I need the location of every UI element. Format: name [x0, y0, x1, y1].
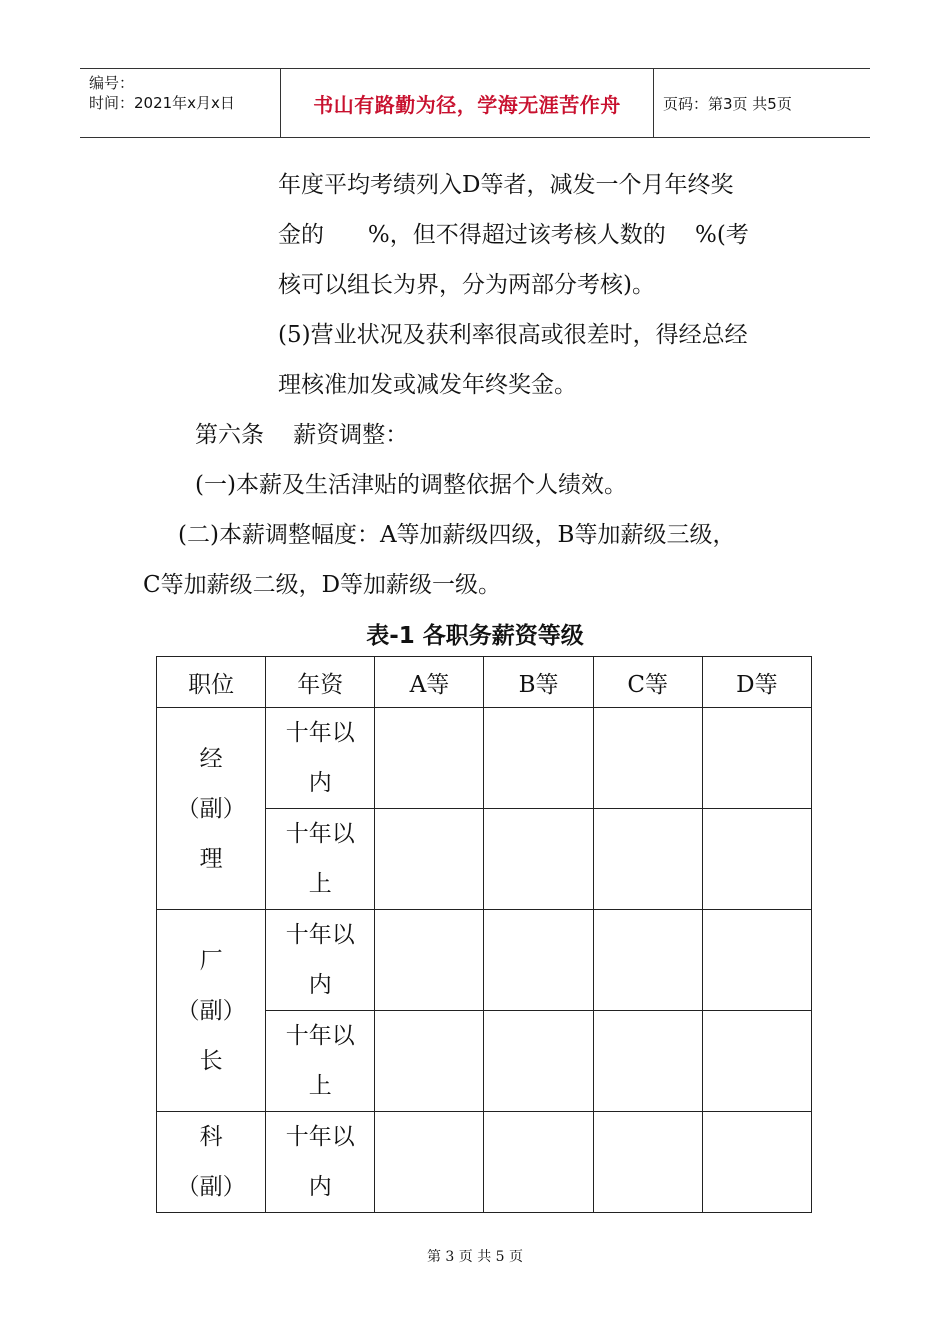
grade-cell	[593, 809, 702, 910]
table-header-row	[157, 657, 812, 708]
position-line: 厂	[199, 947, 223, 974]
position-line: 经	[199, 745, 223, 772]
header-page-label: 页码：第3页 共5页	[663, 94, 792, 113]
grade-cell	[702, 1112, 811, 1213]
header-cell: B等	[484, 657, 593, 708]
paragraph-line: 理核准加发或减发年终奖金。	[278, 372, 577, 398]
position-line: 长	[199, 1047, 223, 1074]
header-meta	[80, 69, 281, 137]
position-line: （副）	[176, 1174, 246, 1200]
header-cell: C等	[593, 657, 702, 708]
header-cell: A等	[375, 657, 484, 708]
grade-cell	[484, 1112, 593, 1213]
seniority-cell	[266, 809, 375, 910]
position-line: 科	[199, 1124, 223, 1150]
doc-number-label: 编号：	[89, 74, 135, 92]
seniority-cell	[266, 1112, 375, 1213]
header-cell: 年资	[266, 657, 375, 708]
grade-cell	[375, 910, 484, 1011]
table-row	[157, 910, 812, 1011]
paragraph-line: (一)本薪及生活津贴的调整依据个人绩效。	[195, 472, 627, 498]
grade-cell	[593, 910, 702, 1011]
table-title: 表-1 各职务薪资等级	[366, 623, 584, 649]
seniority-cell	[266, 708, 375, 809]
seniority-line: 十年以	[285, 1023, 355, 1049]
paragraph-line: (5)营业状况及获利率很高或很差时，得经总经	[278, 322, 748, 348]
grade-cell	[375, 1011, 484, 1112]
seniority-cell	[266, 910, 375, 1011]
grade-cell	[702, 1011, 811, 1112]
position-cell	[157, 1112, 266, 1213]
position-line: 理	[199, 845, 223, 872]
grade-cell	[702, 809, 811, 910]
paragraph-line: (二)本薪调整幅度：A等加薪级四级，B等加薪级三级，	[178, 522, 736, 548]
paragraph-line: C等加薪级二级，D等加薪级一级。	[143, 572, 502, 598]
header-motto-cell	[281, 69, 654, 137]
grade-cell	[375, 809, 484, 910]
seniority-line: 上	[308, 1073, 332, 1099]
seniority-cell	[266, 1011, 375, 1112]
position-line: （副）	[176, 795, 246, 822]
article-heading: 第六条 薪资调整：	[195, 422, 409, 448]
grade-cell	[375, 708, 484, 809]
position-line: （副）	[176, 997, 246, 1024]
seniority-line: 十年以	[285, 821, 355, 847]
header-motto: 书山有路勤为径，学海无涯苦作舟	[313, 92, 621, 117]
grade-cell	[484, 1011, 593, 1112]
paragraph-line: 金的 %，但不得超过该考核人数的 %(考	[278, 222, 749, 248]
position-cell	[157, 910, 266, 1112]
doc-time-label: 时间：2021年x月x日	[89, 94, 235, 112]
grade-cell	[375, 1112, 484, 1213]
grade-cell	[702, 910, 811, 1011]
paragraph-line: 年度平均考绩列入D等者，减发一个月年终奖	[278, 172, 734, 198]
grade-cell	[593, 1112, 702, 1213]
page-header	[80, 68, 870, 138]
position-cell	[157, 708, 266, 910]
page-footer: 第 3 页 共 5 页	[426, 1249, 524, 1265]
seniority-line: 内	[308, 1174, 332, 1200]
seniority-line: 十年以	[285, 720, 355, 746]
seniority-line: 十年以	[285, 922, 355, 948]
seniority-line: 上	[308, 871, 332, 897]
header-cell: 职位	[157, 657, 266, 708]
header-cell: D等	[702, 657, 811, 708]
grade-cell	[484, 708, 593, 809]
seniority-line: 内	[308, 972, 332, 998]
paragraph-line: 核可以组长为界，分为两部分考核)。	[278, 272, 655, 298]
table-row	[157, 708, 812, 809]
seniority-line: 十年以	[285, 1124, 355, 1150]
table-row	[157, 1112, 812, 1213]
grade-cell	[593, 708, 702, 809]
grade-cell	[484, 910, 593, 1011]
salary-grade-table	[156, 656, 812, 1213]
header-page-cell	[654, 69, 870, 137]
grade-cell	[702, 708, 811, 809]
seniority-line: 内	[308, 770, 332, 796]
grade-cell	[593, 1011, 702, 1112]
grade-cell	[484, 809, 593, 910]
